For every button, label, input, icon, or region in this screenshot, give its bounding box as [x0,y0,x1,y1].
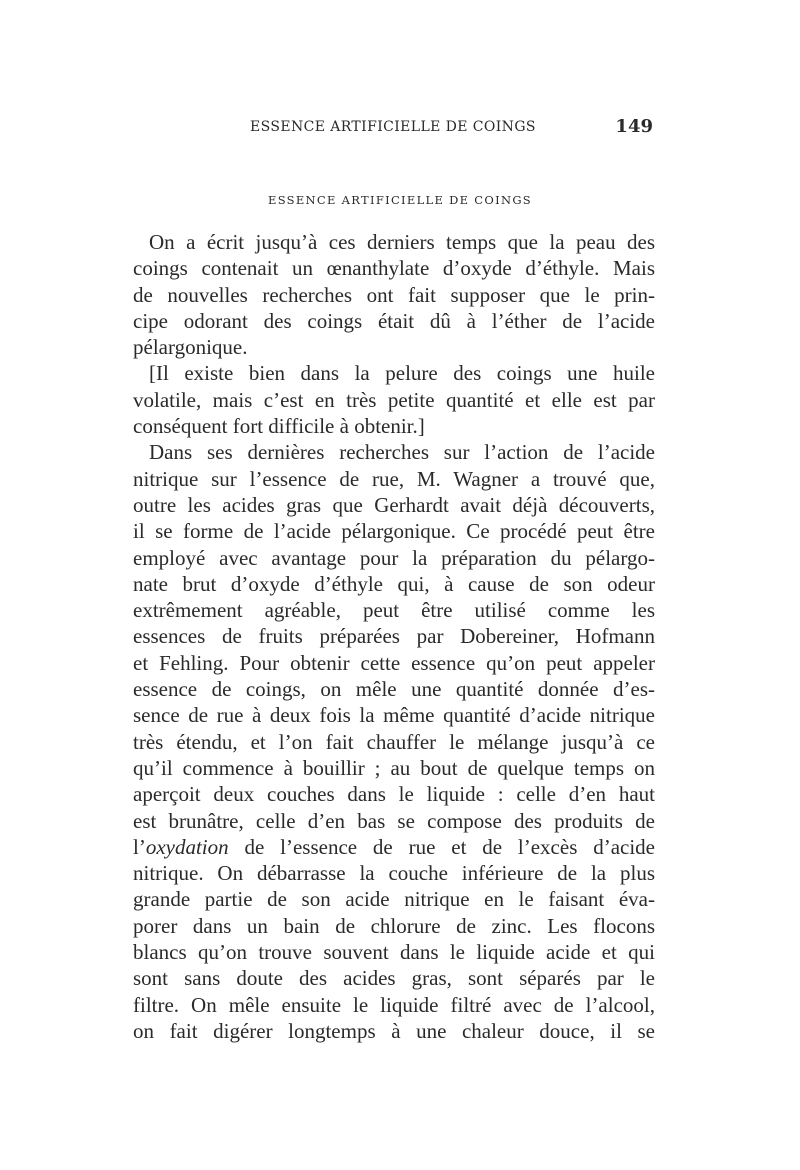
text-fragment: de l’essence de rue et de l’excès d’acide [228,834,655,859]
text-line: volatile, mais c’est en très petite quantité et elle est par [133,387,655,412]
text-line: essence de coings, on mêle une quantité donnée d’es- [133,677,655,702]
text-line: On a écrit jusqu’à ces derniers temps que la peau des [149,230,655,254]
section-title: ESSENCE ARTIFICIELLE DE COINGS [268,193,532,207]
text-line: il se forme de l’acide pélargonique. Ce procédé peut être [133,519,655,544]
text-line: Dans ses dernières recherches sur l’action de l’acide [149,440,655,465]
text-line-with-italic [133,834,655,860]
running-title: ESSENCE ARTIFICIELLE DE COINGS [250,119,536,135]
text-line: sont sans doute des acides gras, sont séparés par le [133,966,655,991]
italic-term: oxydation [145,834,229,859]
text-line: très étendu, et l’on fait chauffer le mélange jusqu’à ce [133,729,655,754]
text-line: nate brut d’oxyde d’éthyle qui, à cause de son odeur [133,571,655,596]
text-line: filtre. On mêle ensuite le liquide filtré avec de l’alcool, [133,992,655,1017]
text-line: nitrique sur l’essence de rue, M. Wagner a trouvé que, [133,466,655,491]
text-line: sence de rue à deux fois la même quantité d’acide nitrique [133,703,655,728]
text-line: outre les acides gras que Gerhardt avait déjà découverts, [133,492,655,517]
text-line: qu’il commence à bouillir ; au bout de quelque temps on [133,755,655,780]
text-line: nitrique. On débarrasse la couche inférieure de la plus [133,861,655,886]
text-line: pélargonique. [133,335,248,360]
text-line: grande partie de son acide nitrique en le faisant éva- [133,887,655,912]
text-line: conséquent fort difficile à obtenir.] [133,414,425,439]
text-fragment: l’ [133,834,146,859]
text-line: on fait digérer longtemps à une chaleur douce, il se [133,1018,655,1043]
text-line: est brunâtre, celle d’en bas se compose des produits de [133,808,655,833]
running-head [133,116,655,140]
text-line: extrêmement agréable, peut être utilisé comme les [133,598,655,623]
page-number: 149 [615,116,653,137]
text-line: aperçoit deux couches dans le liquide : celle d’en haut [133,782,655,807]
text-line: essences de fruits préparées par Dobereiner, Hofmann [133,624,655,649]
text-line: cipe odorant des coings était dû à l’éther de l’acide [133,308,655,333]
text-line: [Il existe bien dans la pelure des coings une huile [149,361,655,386]
text-line: porer dans un bain de chlorure de zinc. Les flocons [133,913,655,938]
text-line: coings contenait un œnanthylate d’oxyde d’éthyle. Mais [133,256,655,281]
text-line: blancs qu’on trouve souvent dans le liquide acide et qui [133,940,655,965]
text-line: et Fehling. Pour obtenir cette essence qu’on peut appeler [133,650,655,675]
text-line: employé avec avantage pour la préparation du pélargo- [133,545,655,570]
text-line: de nouvelles recherches ont fait supposer que le prin- [133,282,655,307]
body-text [133,229,655,1044]
